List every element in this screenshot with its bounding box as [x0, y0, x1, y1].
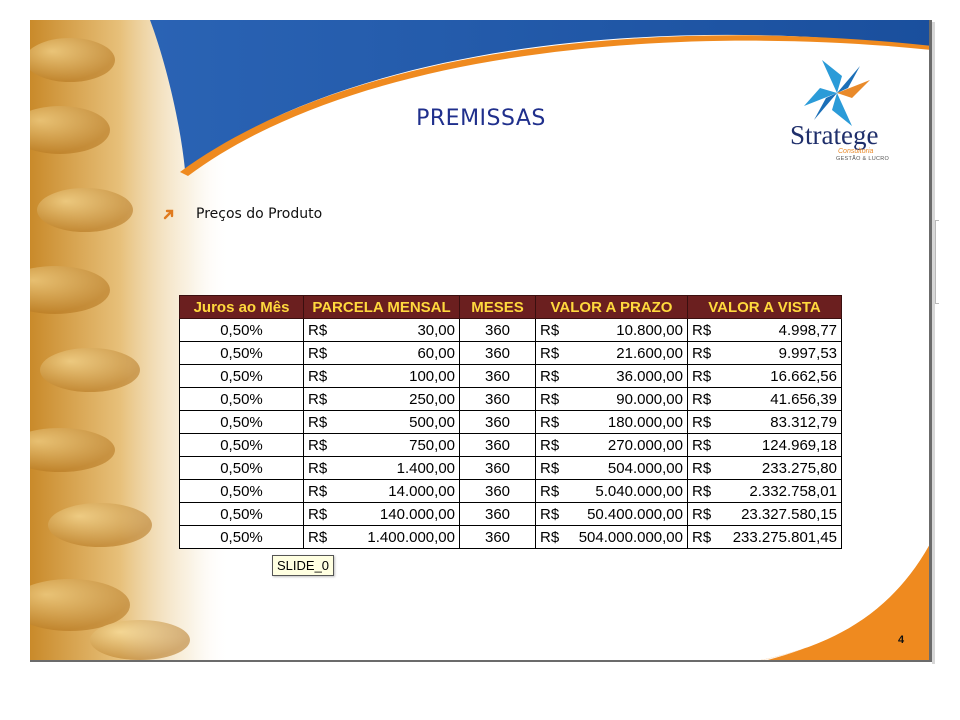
cell-meses: 360	[460, 457, 536, 480]
cell-meses: 360	[460, 388, 536, 411]
cell-prazo	[536, 365, 688, 388]
price-table	[179, 295, 842, 549]
table-row	[180, 503, 842, 526]
amount: 504.000.000,00	[578, 528, 683, 546]
currency-symbol: R$	[692, 367, 712, 385]
cell-parcela	[304, 319, 460, 342]
table-row	[180, 526, 842, 549]
amount: 23.327.580,15	[741, 505, 837, 523]
amount: 90.000,00	[616, 390, 683, 408]
slide-title: PREMISSAS	[416, 106, 546, 131]
cell-meses: 360	[460, 342, 536, 365]
cell-juros: 0,50%	[180, 411, 304, 434]
currency-symbol: R$	[540, 482, 560, 500]
currency-symbol: R$	[540, 505, 560, 523]
amount: 750,00	[409, 436, 455, 454]
currency-symbol: R$	[540, 390, 560, 408]
currency-symbol: R$	[540, 459, 560, 477]
currency-symbol: R$	[308, 459, 328, 477]
cell-juros: 0,50%	[180, 526, 304, 549]
currency-symbol: R$	[692, 528, 712, 546]
currency-symbol: R$	[692, 413, 712, 431]
cell-parcela	[304, 434, 460, 457]
amount: 30,00	[417, 321, 455, 339]
cell-parcela	[304, 503, 460, 526]
amount: 83.312,79	[770, 413, 837, 431]
currency-symbol: R$	[540, 528, 560, 546]
table-row	[180, 365, 842, 388]
header-meses: MESES	[460, 296, 536, 319]
cell-meses: 360	[460, 319, 536, 342]
currency-symbol: R$	[692, 482, 712, 500]
cell-prazo	[536, 503, 688, 526]
currency-symbol: R$	[308, 436, 328, 454]
cell-vista	[688, 434, 842, 457]
window-edge	[932, 22, 935, 664]
cell-prazo	[536, 388, 688, 411]
amount: 504.000,00	[607, 459, 683, 477]
logo-subtitle: Consultoria	[838, 148, 874, 155]
currency-symbol: R$	[540, 321, 560, 339]
header-vista: VALOR A VISTA	[688, 296, 842, 319]
cell-parcela	[304, 457, 460, 480]
currency-symbol: R$	[540, 367, 560, 385]
cell-parcela	[304, 365, 460, 388]
amount: 21.600,00	[616, 344, 683, 362]
tooltip: SLIDE_0	[272, 555, 334, 576]
amount: 100,00	[409, 367, 455, 385]
amount: 16.662,56	[770, 367, 837, 385]
currency-symbol: R$	[692, 390, 712, 408]
cell-parcela	[304, 342, 460, 365]
cell-juros: 0,50%	[180, 480, 304, 503]
amount: 60,00	[417, 344, 455, 362]
currency-symbol: R$	[540, 413, 560, 431]
amount: 140.000,00	[379, 505, 455, 523]
cell-parcela	[304, 388, 460, 411]
pinwheel-icon	[802, 58, 872, 128]
cell-vista	[688, 526, 842, 549]
arrow-bullet-icon	[162, 207, 176, 221]
cell-meses: 360	[460, 434, 536, 457]
table-body	[180, 319, 842, 549]
currency-symbol: R$	[540, 344, 560, 362]
cell-meses: 360	[460, 480, 536, 503]
currency-symbol: R$	[308, 482, 328, 500]
cell-meses: 360	[460, 526, 536, 549]
cell-vista	[688, 480, 842, 503]
cell-parcela	[304, 411, 460, 434]
cell-vista	[688, 319, 842, 342]
table-row	[180, 434, 842, 457]
table-header-row	[180, 296, 842, 319]
amount: 1.400,00	[396, 459, 455, 477]
cell-juros: 0,50%	[180, 342, 304, 365]
cell-juros: 0,50%	[180, 388, 304, 411]
table-row	[180, 411, 842, 434]
amount: 250,00	[409, 390, 455, 408]
cell-prazo	[536, 342, 688, 365]
amount: 9.997,53	[778, 344, 837, 362]
cell-vista	[688, 457, 842, 480]
currency-symbol: R$	[540, 436, 560, 454]
logo-name: Stratege	[790, 120, 879, 150]
currency-symbol: R$	[308, 413, 328, 431]
currency-symbol: R$	[308, 344, 328, 362]
currency-symbol: R$	[308, 505, 328, 523]
cell-prazo	[536, 457, 688, 480]
cell-juros: 0,50%	[180, 457, 304, 480]
cell-meses: 360	[460, 365, 536, 388]
amount: 36.000,00	[616, 367, 683, 385]
cell-parcela	[304, 480, 460, 503]
table-row	[180, 319, 842, 342]
amount: 233.275.801,45	[732, 528, 837, 546]
page-number: 4	[898, 634, 905, 646]
amount: 233.275,80	[761, 459, 837, 477]
scroll-edge	[935, 220, 939, 304]
amount: 50.400.000,00	[587, 505, 683, 523]
currency-symbol: R$	[308, 390, 328, 408]
currency-symbol: R$	[692, 436, 712, 454]
bullet-text: Preços do Produto	[196, 206, 323, 222]
cell-juros: 0,50%	[180, 503, 304, 526]
currency-symbol: R$	[692, 505, 712, 523]
amount: 1.400.000,00	[367, 528, 455, 546]
bullet-item	[162, 206, 322, 222]
amount: 41.656,39	[770, 390, 837, 408]
cell-prazo	[536, 480, 688, 503]
cell-vista	[688, 342, 842, 365]
header-prazo: VALOR A PRAZO	[536, 296, 688, 319]
amount: 270.000,00	[607, 436, 683, 454]
currency-symbol: R$	[308, 367, 328, 385]
amount: 180.000,00	[607, 413, 683, 431]
cell-juros: 0,50%	[180, 434, 304, 457]
cell-meses: 360	[460, 411, 536, 434]
amount: 124.969,18	[761, 436, 837, 454]
currency-symbol: R$	[308, 321, 328, 339]
cell-juros: 0,50%	[180, 365, 304, 388]
cell-vista	[688, 388, 842, 411]
table-row	[180, 388, 842, 411]
amount: 2.332.758,01	[749, 482, 837, 500]
table-row	[180, 480, 842, 503]
cell-juros: 0,50%	[180, 319, 304, 342]
cell-parcela	[304, 526, 460, 549]
amount: 14.000,00	[388, 482, 455, 500]
header-parcela: PARCELA MENSAL	[304, 296, 460, 319]
amount: 500,00	[409, 413, 455, 431]
currency-symbol: R$	[692, 344, 712, 362]
cell-vista	[688, 503, 842, 526]
cell-prazo	[536, 411, 688, 434]
cell-prazo	[536, 434, 688, 457]
amount: 4.998,77	[778, 321, 837, 339]
currency-symbol: R$	[692, 321, 712, 339]
table-row	[180, 342, 842, 365]
currency-symbol: R$	[308, 528, 328, 546]
currency-symbol: R$	[692, 459, 712, 477]
slide	[30, 20, 932, 662]
amount: 5.040.000,00	[595, 482, 683, 500]
table-row	[180, 457, 842, 480]
cell-vista	[688, 411, 842, 434]
amount: 10.800,00	[616, 321, 683, 339]
company-logo	[786, 58, 896, 168]
cell-vista	[688, 365, 842, 388]
cell-prazo	[536, 319, 688, 342]
cell-prazo	[536, 526, 688, 549]
logo-tagline: GESTÃO & LUCRO	[836, 156, 890, 162]
header-juros: Juros ao Mês	[180, 296, 304, 319]
cell-meses: 360	[460, 503, 536, 526]
